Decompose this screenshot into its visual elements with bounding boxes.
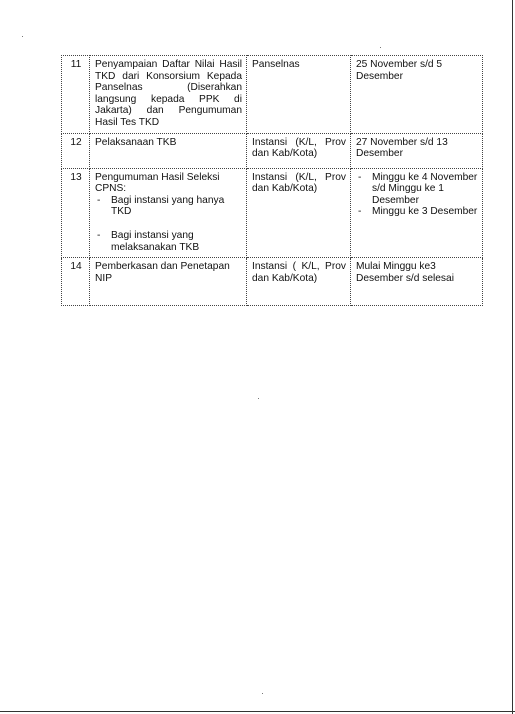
scan-border-right <box>512 0 513 714</box>
activity-cell <box>90 168 247 258</box>
list-item: - Minggu ke 3 Desember <box>356 206 478 218</box>
table-row <box>62 56 483 134</box>
table-row <box>62 133 483 168</box>
table-row <box>62 258 483 306</box>
schedule-table <box>61 55 483 306</box>
scan-speck <box>22 36 23 37</box>
table-row <box>62 168 483 258</box>
activity-cell: Pelaksanaan TKB <box>90 133 247 168</box>
activity-cell: Penyampaian Daftar Nilai Hasil TKD dari Konsorsium Kepada Panselnas (Diserahkan langsung kepada PPK di Jakarta) dan Pengumuman Hasil Tes TKD <box>90 56 247 134</box>
executor-cell: Instansi (K/L, Prov dan Kab/Kota) <box>247 133 351 168</box>
scan-border-bottom <box>0 711 515 712</box>
time-cell: 27 November s/d 13 Desember <box>351 133 483 168</box>
executor-cell: Instansi ( K/L, Prov dan Kab/Kota) <box>247 258 351 306</box>
row-number: 12 <box>62 133 90 168</box>
scan-speck <box>380 47 381 48</box>
executor-cell: Panselnas <box>247 56 351 134</box>
row-number: 11 <box>62 56 90 134</box>
time-cell: Mulai Minggu ke3 Desember s/d selesai <box>351 258 483 306</box>
row-number: 13 <box>62 168 90 258</box>
activity-heading: Pengumuman Hasil Seleksi CPNS: <box>95 171 220 195</box>
list-item: - Bagi instansi yang hanya TKD <box>95 195 242 218</box>
row-number: 14 <box>62 258 90 306</box>
time-cell: 25 November s/d 5 Desember <box>351 56 483 134</box>
time-cell <box>351 168 483 258</box>
scan-speck <box>262 693 263 694</box>
time-list <box>356 172 478 218</box>
scan-speck <box>258 398 259 399</box>
executor-cell: Instansi (K/L, Prov dan Kab/Kota) <box>247 168 351 258</box>
list-item: - Minggu ke 4 November s/d Minggu ke 1 Desember <box>356 172 478 207</box>
activity-list <box>95 195 242 253</box>
list-item: - Bagi instansi yang melaksanakan TKB <box>95 230 242 253</box>
activity-cell: Pemberkasan dan Penetapan NIP <box>90 258 247 306</box>
